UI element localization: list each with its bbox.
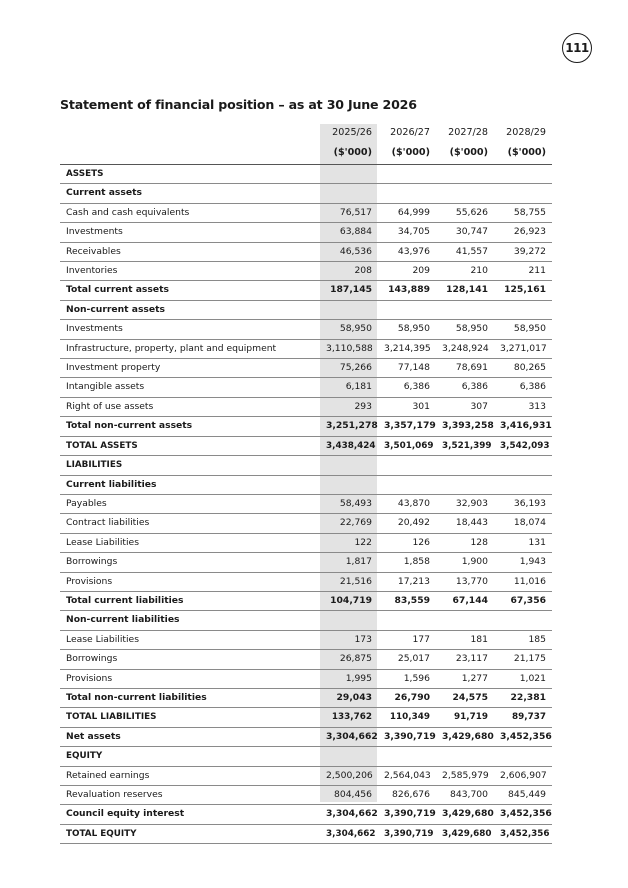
row-value: [320, 165, 378, 184]
row-value: 133,762: [320, 708, 378, 727]
row-value: 13,770: [436, 572, 494, 591]
row-label: Non-current liabilities: [60, 611, 320, 630]
column-year-header: 2025/26: [332, 127, 372, 138]
row-label: Retained earnings: [60, 766, 320, 785]
row-value: 22,381: [494, 688, 552, 707]
row-value: [320, 456, 378, 475]
table-row: [60, 553, 552, 572]
table-row: [60, 669, 552, 688]
row-label: Investments: [60, 320, 320, 339]
table-body: [60, 165, 552, 844]
table-row: [60, 281, 552, 300]
row-value: 1,277: [436, 669, 494, 688]
row-value: 32,903: [436, 494, 494, 513]
row-label: Lease Liabilities: [60, 533, 320, 552]
row-label: Contract liabilities: [60, 514, 320, 533]
header-blank: [60, 124, 320, 142]
row-label: Total current liabilities: [60, 591, 320, 610]
row-value: 3,429,680: [436, 727, 494, 746]
row-value: 293: [320, 397, 378, 416]
column-year-header: 2027/28: [448, 127, 488, 138]
row-label: Total current assets: [60, 281, 320, 300]
row-value: 76,517: [320, 203, 378, 222]
row-value: 34,705: [378, 223, 436, 242]
table-row: [60, 339, 552, 358]
row-label: Provisions: [60, 572, 320, 591]
table-row: [60, 766, 552, 785]
row-value: 143,889: [378, 281, 436, 300]
row-value: 43,976: [378, 242, 436, 261]
table-row: [60, 397, 552, 416]
row-value: 173: [320, 630, 378, 649]
row-value: [378, 456, 436, 475]
row-value: 22,769: [320, 514, 378, 533]
table-row: [60, 747, 552, 766]
table-row: [60, 786, 552, 805]
row-value: [436, 300, 494, 319]
column-year-header: 2026/27: [390, 127, 430, 138]
row-value: 26,790: [378, 688, 436, 707]
row-value: 208: [320, 262, 378, 281]
row-value: 21,516: [320, 572, 378, 591]
row-value: 301: [378, 397, 436, 416]
row-value: 6,386: [378, 378, 436, 397]
row-label: Current assets: [60, 184, 320, 203]
row-value: 826,676: [378, 786, 436, 805]
table-row: [60, 378, 552, 397]
row-value: 126: [378, 533, 436, 552]
row-value: [436, 611, 494, 630]
row-value: 3,304,662: [320, 727, 378, 746]
row-value: 26,875: [320, 650, 378, 669]
row-value: 804,456: [320, 786, 378, 805]
row-value: 1,596: [378, 669, 436, 688]
row-value: 2,606,907: [494, 766, 552, 785]
row-value: [378, 165, 436, 184]
row-value: 181: [436, 630, 494, 649]
row-value: 209: [378, 262, 436, 281]
row-label: Receivables: [60, 242, 320, 261]
row-value: 20,492: [378, 514, 436, 533]
row-value: 843,700: [436, 786, 494, 805]
table-row: [60, 611, 552, 630]
row-value: 128: [436, 533, 494, 552]
row-value: 3,304,662: [320, 824, 378, 843]
row-value: 58,950: [494, 320, 552, 339]
header-blank: [60, 142, 320, 165]
row-value: 83,559: [378, 591, 436, 610]
financial-position-table: [60, 124, 552, 844]
row-label: TOTAL ASSETS: [60, 436, 320, 455]
table-row: [60, 572, 552, 591]
row-label: Revaluation reserves: [60, 786, 320, 805]
row-value: [436, 475, 494, 494]
row-value: 64,999: [378, 203, 436, 222]
row-label: TOTAL LIABILITIES: [60, 708, 320, 727]
row-value: 91,719: [436, 708, 494, 727]
row-value: 3,110,588: [320, 339, 378, 358]
column-unit-header: ($'000): [436, 142, 494, 165]
row-value: 26,923: [494, 223, 552, 242]
row-value: [320, 300, 378, 319]
row-value: 29,043: [320, 688, 378, 707]
table-row: [60, 456, 552, 475]
row-value: [494, 184, 552, 203]
row-label: Borrowings: [60, 650, 320, 669]
column-unit-header: ($'000): [378, 142, 436, 165]
row-value: 77,148: [378, 359, 436, 378]
row-value: [436, 747, 494, 766]
row-value: 6,386: [436, 378, 494, 397]
row-value: 23,117: [436, 650, 494, 669]
row-value: 3,429,680: [436, 805, 494, 824]
row-value: 89,737: [494, 708, 552, 727]
row-value: 211: [494, 262, 552, 281]
row-value: [494, 475, 552, 494]
row-value: 3,452,356: [494, 805, 552, 824]
row-value: 1,943: [494, 553, 552, 572]
table-row: [60, 203, 552, 222]
table-row: [60, 184, 552, 203]
row-value: 80,265: [494, 359, 552, 378]
row-value: 58,493: [320, 494, 378, 513]
row-label: Current liabilities: [60, 475, 320, 494]
table-row: [60, 591, 552, 610]
table-row: [60, 514, 552, 533]
row-value: 3,357,179: [378, 417, 436, 436]
row-label: Total non-current liabilities: [60, 688, 320, 707]
row-value: 3,390,719: [378, 727, 436, 746]
row-value: 18,443: [436, 514, 494, 533]
row-value: 2,564,043: [378, 766, 436, 785]
row-value: 128,141: [436, 281, 494, 300]
row-label: Investments: [60, 223, 320, 242]
row-label: Non-current assets: [60, 300, 320, 319]
row-value: 210: [436, 262, 494, 281]
row-value: 845,449: [494, 786, 552, 805]
row-value: 6,181: [320, 378, 378, 397]
row-value: 3,390,719: [378, 824, 436, 843]
row-value: 18,074: [494, 514, 552, 533]
row-value: [320, 611, 378, 630]
row-value: [320, 747, 378, 766]
row-value: [494, 611, 552, 630]
table-row: [60, 727, 552, 746]
row-value: [436, 456, 494, 475]
row-value: 21,175: [494, 650, 552, 669]
row-value: [494, 456, 552, 475]
row-value: 3,248,924: [436, 339, 494, 358]
row-value: 67,356: [494, 591, 552, 610]
row-label: Right of use assets: [60, 397, 320, 416]
row-value: 3,452,356: [494, 824, 552, 843]
row-label: EQUITY: [60, 747, 320, 766]
table-row: [60, 165, 552, 184]
row-value: [436, 165, 494, 184]
row-value: 131: [494, 533, 552, 552]
row-value: 3,390,719: [378, 805, 436, 824]
row-label: Provisions: [60, 669, 320, 688]
row-value: 110,349: [378, 708, 436, 727]
row-value: 3,214,395: [378, 339, 436, 358]
row-label: Intangible assets: [60, 378, 320, 397]
table-row: [60, 436, 552, 455]
row-value: 36,193: [494, 494, 552, 513]
row-value: 3,416,931: [494, 417, 552, 436]
row-value: 1,021: [494, 669, 552, 688]
table-row: [60, 805, 552, 824]
row-value: 2,585,979: [436, 766, 494, 785]
table-row: [60, 359, 552, 378]
row-value: 104,719: [320, 591, 378, 610]
row-value: 3,251,278: [320, 417, 378, 436]
row-value: 11,016: [494, 572, 552, 591]
table-row: [60, 300, 552, 319]
row-value: 58,950: [436, 320, 494, 339]
row-value: 46,536: [320, 242, 378, 261]
row-value: 24,575: [436, 688, 494, 707]
row-value: 30,747: [436, 223, 494, 242]
row-label: Cash and cash equivalents: [60, 203, 320, 222]
row-value: 3,429,680: [436, 824, 494, 843]
row-value: 58,950: [320, 320, 378, 339]
row-value: [494, 300, 552, 319]
column-year-header: 2028/29: [506, 127, 546, 138]
table-row: [60, 688, 552, 707]
year-header-row: [60, 124, 552, 142]
row-value: 39,272: [494, 242, 552, 261]
row-value: 3,542,093: [494, 436, 552, 455]
row-value: 1,900: [436, 553, 494, 572]
row-label: TOTAL EQUITY: [60, 824, 320, 843]
table-row: [60, 708, 552, 727]
table-row: [60, 533, 552, 552]
table-row: [60, 494, 552, 513]
row-label: LIABILITIES: [60, 456, 320, 475]
row-value: 78,691: [436, 359, 494, 378]
row-value: [320, 475, 378, 494]
row-label: Council equity interest: [60, 805, 320, 824]
row-value: 58,950: [378, 320, 436, 339]
row-value: 3,393,258: [436, 417, 494, 436]
row-value: 3,304,662: [320, 805, 378, 824]
row-value: [378, 475, 436, 494]
row-label: Borrowings: [60, 553, 320, 572]
table-row: [60, 475, 552, 494]
row-value: 1,995: [320, 669, 378, 688]
row-value: 185: [494, 630, 552, 649]
row-value: 177: [378, 630, 436, 649]
row-value: 1,858: [378, 553, 436, 572]
row-value: 41,557: [436, 242, 494, 261]
row-value: 17,213: [378, 572, 436, 591]
unit-header-row: [60, 142, 552, 165]
row-value: 3,501,069: [378, 436, 436, 455]
row-value: [320, 184, 378, 203]
row-value: 58,755: [494, 203, 552, 222]
page-number: 111: [562, 33, 592, 63]
row-value: 3,438,424: [320, 436, 378, 455]
row-value: 1,817: [320, 553, 378, 572]
column-unit-header: ($'000): [320, 142, 378, 165]
row-label: Payables: [60, 494, 320, 513]
row-value: [494, 747, 552, 766]
row-label: ASSETS: [60, 165, 320, 184]
row-value: 313: [494, 397, 552, 416]
row-value: 55,626: [436, 203, 494, 222]
row-value: 122: [320, 533, 378, 552]
row-value: 67,144: [436, 591, 494, 610]
page-title: Statement of financial position – as at 30 June 2026: [60, 97, 417, 112]
row-value: 43,870: [378, 494, 436, 513]
table-row: [60, 223, 552, 242]
row-value: [378, 611, 436, 630]
row-value: 187,145: [320, 281, 378, 300]
row-value: 3,271,017: [494, 339, 552, 358]
row-value: [494, 165, 552, 184]
table-row: [60, 320, 552, 339]
row-value: 3,521,399: [436, 436, 494, 455]
row-label: Inventories: [60, 262, 320, 281]
table-row: [60, 630, 552, 649]
row-label: Infrastructure, property, plant and equipment: [60, 339, 320, 358]
row-value: [378, 747, 436, 766]
row-label: Total non-current assets: [60, 417, 320, 436]
row-value: 63,884: [320, 223, 378, 242]
table-row: [60, 262, 552, 281]
row-label: Net assets: [60, 727, 320, 746]
row-value: 307: [436, 397, 494, 416]
row-value: 75,266: [320, 359, 378, 378]
row-value: 6,386: [494, 378, 552, 397]
row-value: [378, 184, 436, 203]
row-value: 125,161: [494, 281, 552, 300]
row-value: [436, 184, 494, 203]
table-row: [60, 417, 552, 436]
column-unit-header: ($'000): [494, 142, 552, 165]
table-row: [60, 650, 552, 669]
row-value: 3,452,356: [494, 727, 552, 746]
table-row: [60, 242, 552, 261]
row-value: [378, 300, 436, 319]
table-row: [60, 824, 552, 843]
row-label: Lease Liabilities: [60, 630, 320, 649]
row-value: 25,017: [378, 650, 436, 669]
row-label: Investment property: [60, 359, 320, 378]
row-value: 2,500,206: [320, 766, 378, 785]
